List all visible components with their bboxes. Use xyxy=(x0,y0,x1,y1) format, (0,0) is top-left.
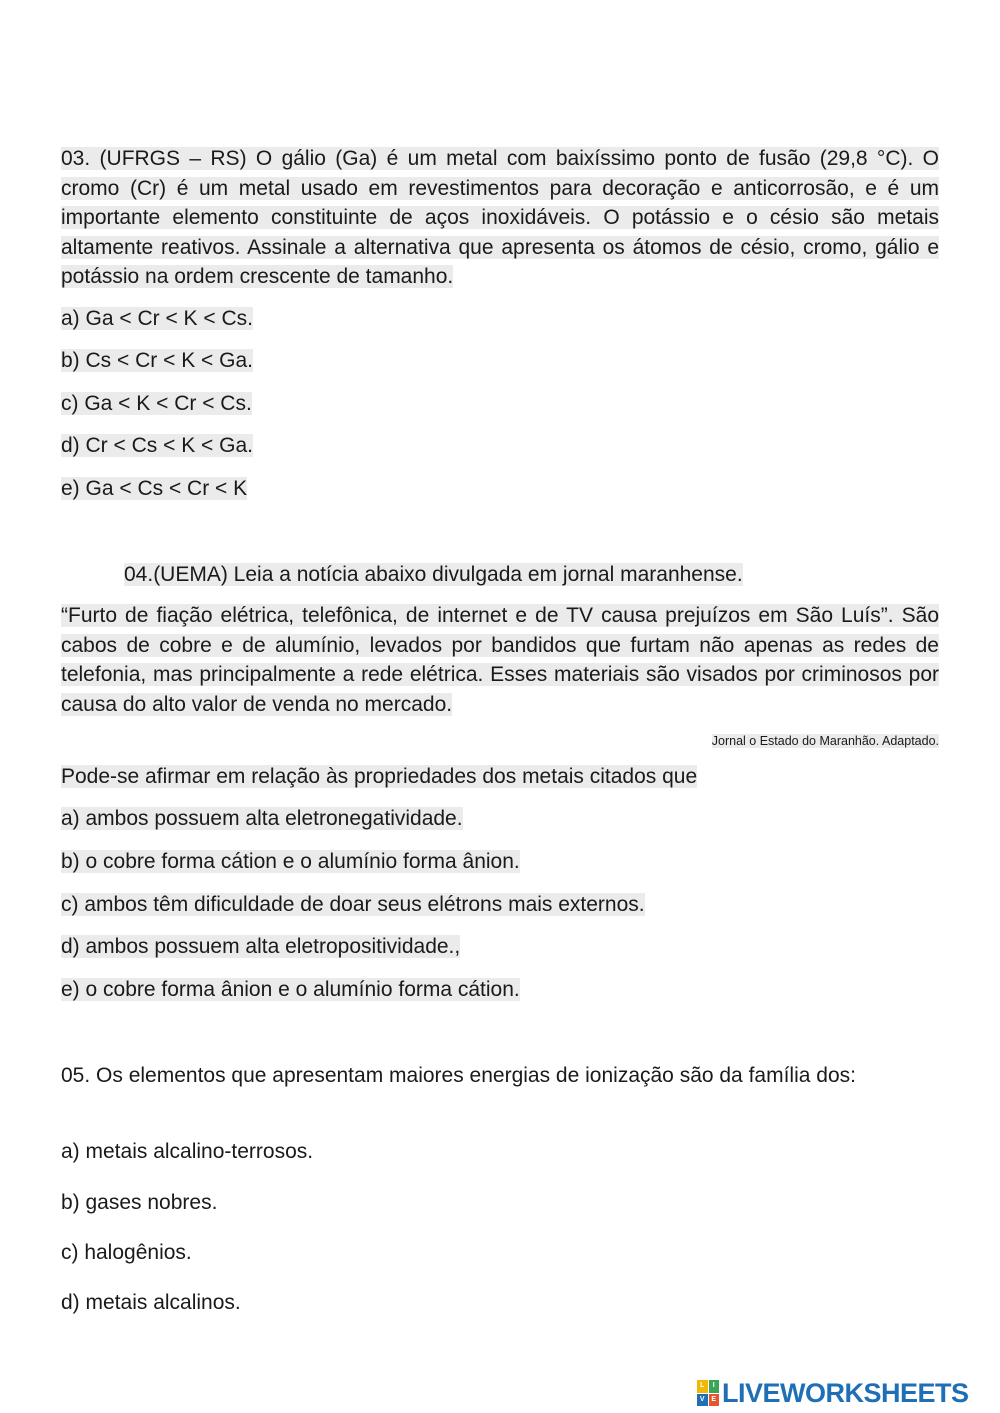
q03-option-b[interactable]: b) Cs < Cr < K < Ga. xyxy=(61,349,253,372)
q05-option-b[interactable]: b) gases nobres. xyxy=(61,1191,218,1214)
q03-option-e[interactable]: e) Ga < Cs < Cr < K xyxy=(61,477,248,500)
question-04-quote: “Furto de fiação elétrica, telefônica, de internet e de TV causa prejuízos em São Luís”. São cabos de cobre e de alumínio, levados por bandidos que furtam não apenas as redes de telefonia, mas principalmente a rede elétrica. Esses materiais são visados por criminosos por causa do alto valor de venda no mercado. xyxy=(61,604,939,716)
q03-option-d[interactable]: d) Cr < Cs < K < Ga. xyxy=(61,434,253,457)
liveworksheets-logo xyxy=(697,1378,969,1408)
q04-option-b[interactable]: b) o cobre forma cátion e o alumínio forma ânion. xyxy=(61,850,520,873)
question-04-prompt: Pode-se afirmar em relação às propriedades dos metais citados que xyxy=(61,765,698,788)
q04-option-c[interactable]: c) ambos têm dificuldade de doar seus elétrons mais externos. xyxy=(61,893,645,916)
question-03-text: 03. (UFRGS – RS) O gálio (Ga) é um metal com baixíssimo ponto de fusão (29,8 °C). O cromo (Cr) é um metal usado em revestimentos para decoração e anticorrosão, e é um importante elemento constituinte de aços inoxidáveis. O potássio e o césio são metais altamente reativos. Assinale a alternativa que apresenta os átomos de césio, cromo, gálio e potássio na ordem crescente de tamanho. xyxy=(61,147,939,288)
q04-option-d[interactable]: d) ambos possuem alta eletropositividade., xyxy=(61,935,461,958)
q04-option-e[interactable]: e) o cobre forma ânion e o alumínio forma cátion. xyxy=(61,978,520,1001)
question-04-heading: 04.(UEMA) Leia a notícia abaixo divulgada em jornal maranhense. xyxy=(124,563,743,586)
q05-option-d[interactable]: d) metais alcalinos. xyxy=(61,1291,241,1314)
quote-source: Jornal o Estado do Maranhão. Adaptado. xyxy=(711,734,939,748)
q05-option-a[interactable]: a) metais alcalino-terrosos. xyxy=(61,1140,314,1163)
liveworksheets-logo-icon: L I V E xyxy=(697,1380,719,1406)
liveworksheets-logo-text: LIVEWORKSHEETS xyxy=(722,1378,969,1408)
question-05-text: 05. Os elementos que apresentam maiores energias de ionização são da família dos: xyxy=(61,1064,856,1087)
q03-option-c[interactable]: c) Ga < K < Cr < Cs. xyxy=(61,392,252,415)
q05-option-c[interactable]: c) halogênios. xyxy=(61,1241,192,1264)
q04-option-a[interactable]: a) ambos possuem alta eletronegatividade. xyxy=(61,807,463,830)
q03-option-a[interactable]: a) Ga < Cr < K < Cs. xyxy=(61,307,253,330)
